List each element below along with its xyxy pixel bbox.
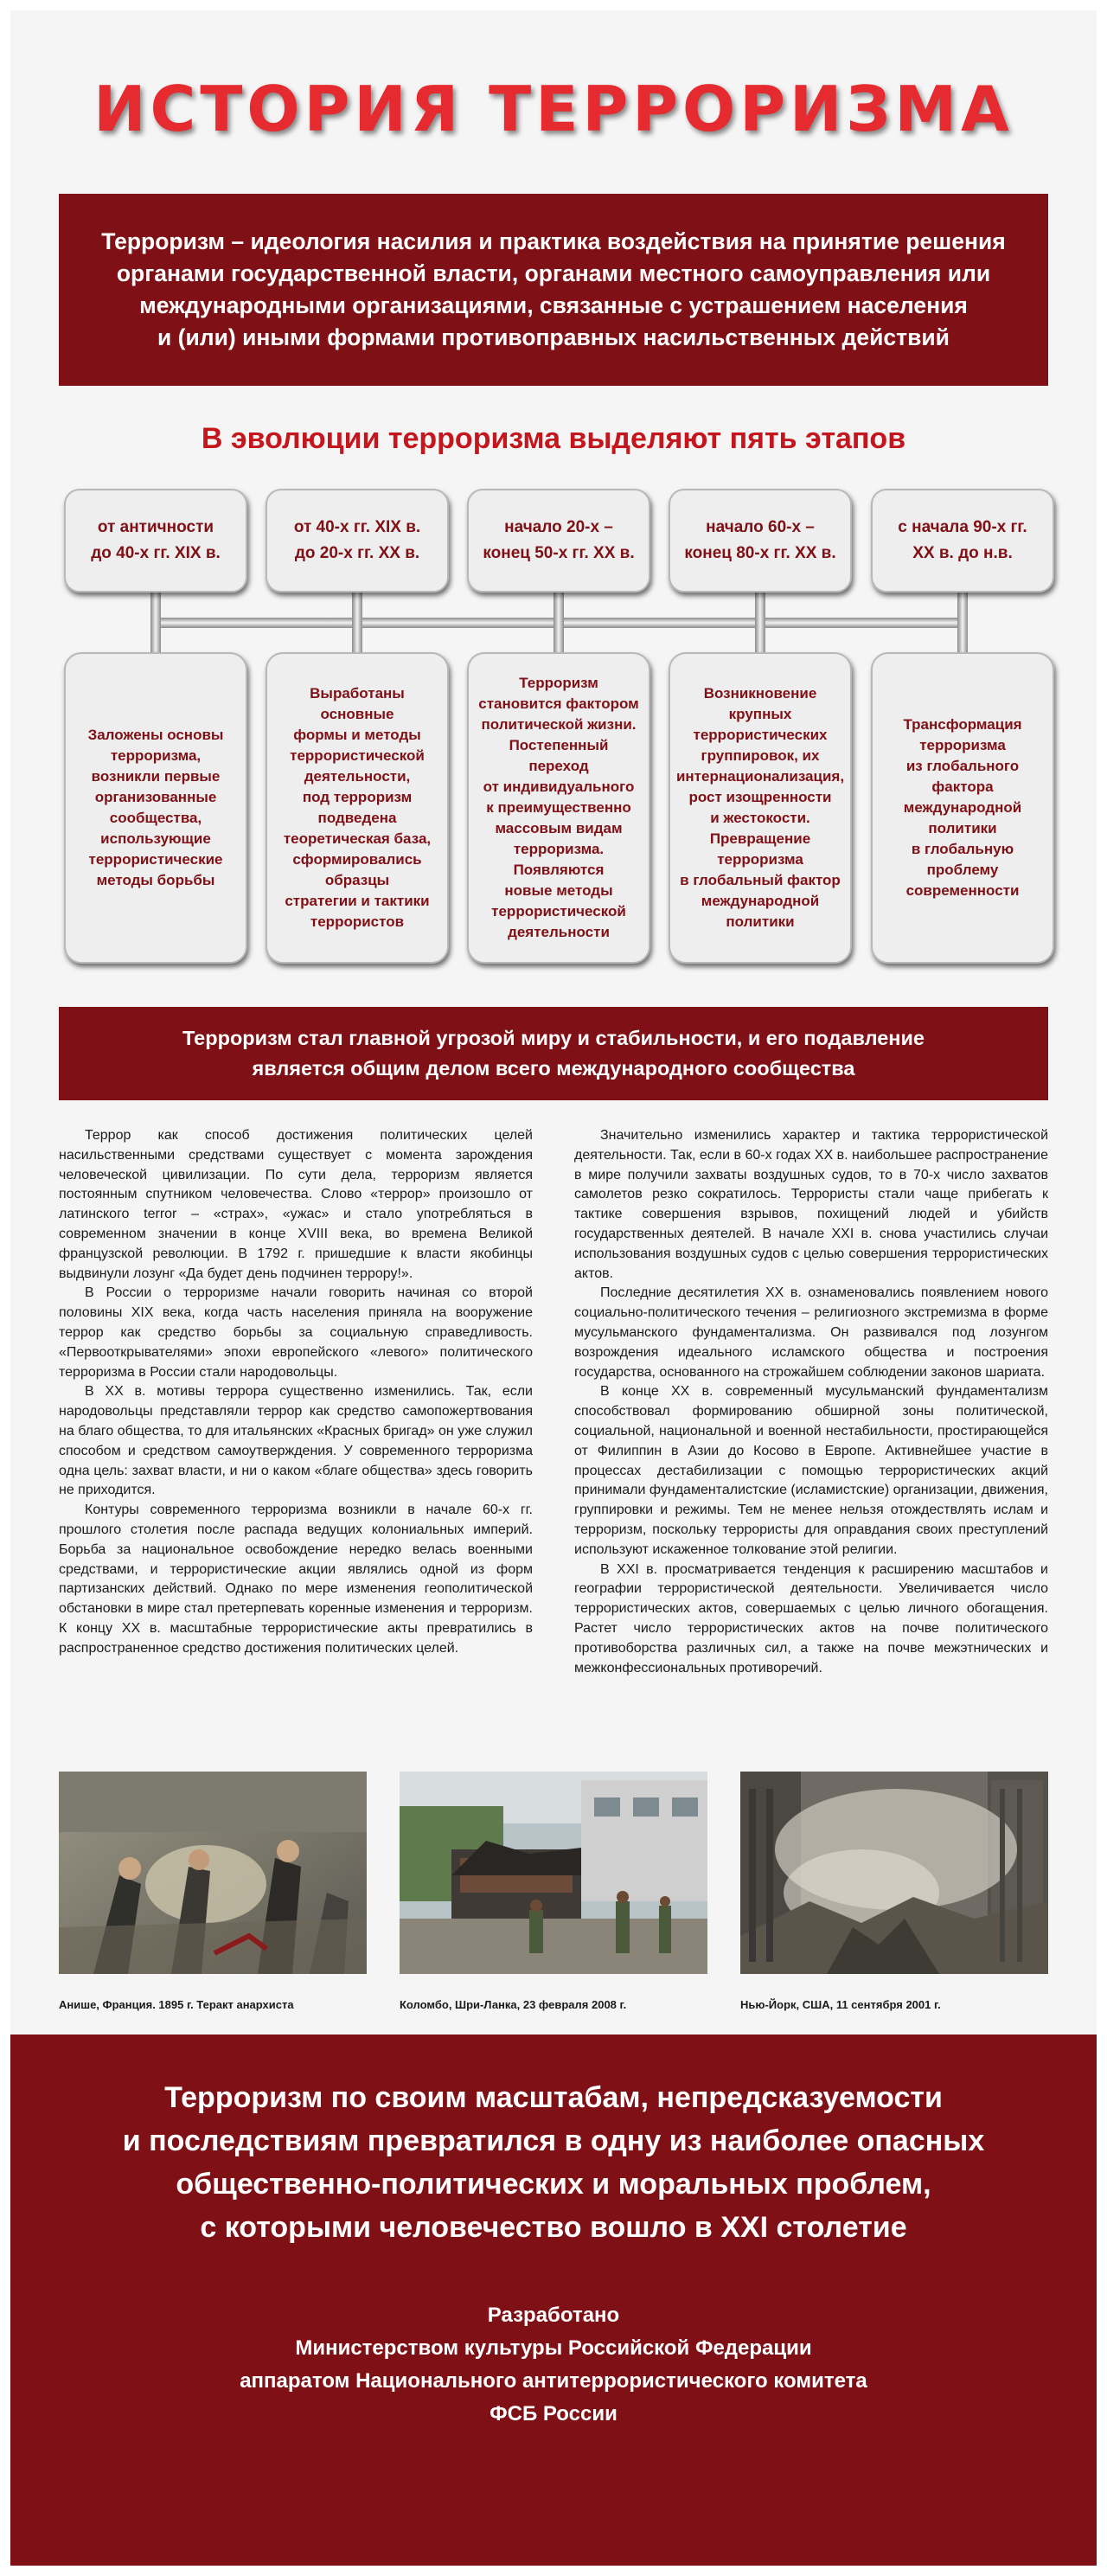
desc-line: деятельности (508, 924, 610, 940)
conclusion-line: и последствиям превратился в одну из наиболее опасных (122, 2124, 985, 2157)
period-line: начало 60-х – (706, 518, 815, 536)
article-column-left (59, 1126, 533, 1784)
article-paragraph: В конце XX в. современный мусульманский фундаментализм способствовал формированию обширной зоны политической, социальной, национальной и военной нестабильности, простирающейся от Филиппин в Азии до Косово в Европе. Активнейшее участие в процессах дестабилизации с помощью террористических акций принимали фундаменталистские (исламистские) организации, движения, группировки и режимы. Тем не менее нельзя отождествлять ислам и терроризм, поскольку террористы для оправдания своих преступлений используют искаженное толкование этой религии. (574, 1384, 1048, 1557)
desc-line: Терроризм (519, 675, 598, 691)
desc-line: из глобального (905, 758, 1020, 774)
photo-caption: Нью-Йорк, США, 11 сентября 2001 г. (740, 1998, 941, 2011)
desc-line: подведена (317, 810, 397, 826)
illustration-image (59, 1772, 367, 1974)
desc-line: группировок, их (701, 747, 820, 764)
desc-line: от индивидуального (483, 779, 635, 795)
period-line: от 40-х гг. XIX в. (293, 518, 421, 536)
connector-pipe (755, 593, 765, 652)
conclusion-line: Терроризм по своим масштабам, непредсказуемости (164, 2081, 943, 2114)
stage-description-3 (467, 652, 650, 964)
desc-line: современности (905, 882, 1020, 899)
conclusion-text (10, 2076, 1097, 2249)
article-paragraph: Последние десятилетия XX в. ознаменовались появлением нового социально-политического течения – религиозного экстремизма в форме мусульманского фундаментализма. Он развивался под лозунгом возрождения идеального исламского общества и построения государства, основанного на строжайшем соблюдении законов шариата. (574, 1285, 1048, 1380)
definition-line: международными организациями, связанные с устрашением населения (139, 292, 968, 318)
stage-description-4 (669, 652, 852, 964)
article-paragraph: В XXI в. просматривается тенденция к расширению масштабов и географии террористической деятельности. Увеличивается число террористических актов, совершаемых с целью личного обогащения. Растет число террористических актов на почве политического противоборства различных сил, а также на почве межэтнических и межконфессиональных противоречий. (574, 1561, 1048, 1676)
threat-line: является общим делом всего международного сообщества (252, 1057, 855, 1080)
conclusion-line: общественно-политических и моральных проблем, (176, 2168, 931, 2201)
desc-line: в глобальную (911, 841, 1014, 857)
desc-line: политики (928, 820, 997, 836)
desc-line: политической жизни. (481, 716, 637, 733)
page-title: ИСТОРИЯ ТЕРРОРИЗМА (93, 73, 1014, 145)
period-line: до 40-х гг. XIX в. (91, 544, 221, 562)
desc-line: использующие (100, 830, 211, 847)
desc-line: терроризма (919, 737, 1006, 753)
photo-caption: Коломбо, Шри-Ланка, 23 февраля 2008 г. (400, 1998, 627, 2011)
credits-line: Разработано (487, 2304, 620, 2327)
desc-line: и жестокости. (710, 810, 810, 826)
desc-line: терроризма (717, 851, 803, 868)
photo-caption: Анише, Франция. 1895 г. Теракт анархиста (59, 1998, 294, 2011)
stage-period-2 (266, 489, 449, 593)
desc-line: Появляются (513, 862, 605, 878)
stage-description-5 (871, 652, 1054, 964)
period-line: XX в. до н.в. (912, 544, 1013, 562)
desc-line: сообщества, (109, 810, 202, 826)
photo-colombo-2008 (400, 1772, 707, 1974)
stage-period-1 (64, 489, 247, 593)
desc-line: Постепенный переход (509, 737, 609, 774)
desc-line: массовым видам (495, 820, 623, 836)
period-line: конец 80-х гг. XX в. (684, 544, 836, 562)
desc-line: террористические (88, 851, 223, 868)
period-line: до 20-х гг. XX в. (294, 544, 420, 562)
threat-line: Терроризм стал главной угрозой миру и стабильности, и его подавление (182, 1027, 925, 1049)
photo-new-york-2001 (740, 1772, 1048, 1974)
connector-pipe (957, 593, 968, 652)
desc-line: террористических (693, 727, 828, 743)
desc-line: теоретическая база, (283, 830, 432, 847)
desc-line: международной (903, 799, 1022, 816)
desc-line: Выработаны (310, 685, 405, 702)
credits (10, 2299, 1097, 2431)
desc-line: Возникновение (703, 685, 817, 702)
desc-line: новые методы (504, 882, 613, 899)
desc-line: террористической (290, 747, 425, 764)
credits-line: Министерством культуры Российской Федерации (295, 2336, 812, 2360)
stage-period-3 (467, 489, 650, 593)
desc-line: организованные (94, 789, 217, 805)
desc-line: становится фактором (478, 695, 639, 712)
article-column-right (574, 1126, 1048, 1784)
article-paragraph: Террор как способ достижения политических целей насильственными средствами существует с момента зарождения человеческой цивилизации. По сути дела, терроризм является постоянным спутником человечества. Слово «террор» произошло от латинского terror – «страх», «ужас» и стало употребляться в современном значении в конце XVIII века, во времена Великой французской революции. В 1792 г. пришедшие к власти якобинцы выдвинули лозунг «Да будет день подчинен террору!». (59, 1128, 533, 1281)
photo-image (400, 1772, 707, 1974)
desc-line: в глобальный фактор (680, 872, 841, 888)
desc-line: основные (320, 706, 394, 722)
desc-line: методы борьбы (96, 872, 215, 888)
period-line: с начала 90-х гг. (898, 518, 1027, 536)
desc-line: проблему (926, 862, 999, 878)
desc-line: рост изощренности (688, 789, 832, 805)
period-line: начало 20-х – (504, 518, 613, 536)
photo-anarchist-attack-1895 (59, 1772, 367, 1974)
desc-line: Заложены основы (87, 727, 224, 743)
desc-line: образцы (324, 872, 390, 888)
threat-statement (59, 1007, 1048, 1100)
desc-line: террористической (491, 903, 626, 920)
desc-line: терроризма. (513, 841, 605, 857)
connector-pipe (352, 593, 362, 652)
desc-line: под терроризм (302, 789, 413, 805)
desc-line: международной (701, 893, 820, 909)
connector-pipe (554, 593, 564, 652)
desc-line: деятельности, (304, 768, 411, 785)
definition-box (59, 194, 1048, 386)
desc-line: сформировались (292, 851, 422, 868)
desc-line: стратегии и тактики (285, 893, 430, 909)
period-line: от античности (97, 518, 214, 536)
desc-line: интернационализация, (675, 768, 845, 785)
definition-line: Терроризм – идеология насилия и практика воздействия на принятие решения (101, 228, 1006, 254)
desc-line: политики (726, 913, 795, 930)
period-line: конец 50-х гг. XX в. (483, 544, 635, 562)
definition-line: органами государственной власти, органами местного самоуправления или (116, 260, 991, 286)
stage-period-4 (669, 489, 852, 593)
connector-pipe (150, 593, 161, 652)
poster (10, 10, 1097, 2566)
desc-line: терроризма, (110, 747, 202, 764)
desc-line: формы и методы (293, 727, 421, 743)
definition-line: и (или) иными формами противоправных насильственных действий (157, 324, 950, 350)
article-paragraph: Значительно изменились характер и тактика террористической деятельности. Так, если в 60-х годах XX в. наибольшее распространение в мире получили захваты воздушных судов, то в 70-х число захватов самолетов резко сократилось. Террористы стали чаще прибегать к тактике совершения взрывов, похищений людей и убийств государственных деятелей. В начале XXI в. снова участились случаи использования воздушных судов с целью совершения террористических актов. (574, 1128, 1048, 1281)
stage-description-2 (266, 652, 449, 964)
article-paragraph: В России о терроризме начали говорить начиная со второй половины XIX века, когда часть населения приняла на вооружение террор как средство борьбы за социальную справедливость. «Первооткрывателями» эпохи европейского «левого» политического терроризма в России стали народовольцы. (59, 1285, 533, 1380)
article-paragraph: Контуры современного терроризма возникли в начале 60-х гг. прошлого столетия после распада ведущих колониальных империй. Борьба за национальное освобождение нередко велась военными средствами, и террористические акции являлись одной из форм партизанских действий. Однако по мере изменения геополитической обстановки в мире стал претерпевать коренные изменения и терроризм. К концу XX в. масштабные террористические акты превратились в распространенное средство достижения политических целей. (59, 1503, 533, 1656)
desc-line: Трансформация (903, 716, 1022, 733)
desc-line: Превращение (709, 830, 811, 847)
conclusion-line: с которыми человечество вошло в XXI столетие (200, 2211, 907, 2244)
desc-line: к преимущественно (486, 799, 631, 816)
stage-period-5 (871, 489, 1054, 593)
conclusion-panel (10, 2035, 1097, 2566)
desc-line: крупных (728, 706, 792, 722)
article-paragraph: В XX в. мотивы террора существенно изменились. Так, если народовольцы представляли террор как средство самопожертвования на благо общества, то для итальянских «Красных бригад» он уже служил способом и средством самоутверждения. У современного терроризма одна цель: захват власти, и ни о каком «благе общества» здесь говорить не приходится. (59, 1384, 533, 1498)
desc-line: возникли первые (91, 768, 221, 785)
photo-image (740, 1772, 1048, 1974)
desc-line: террористов (310, 913, 405, 930)
stages-title: В эволюции терроризма выделяют пять этапов (201, 422, 906, 455)
desc-line: фактора (931, 779, 994, 795)
stage-description-1 (64, 652, 247, 964)
credits-line: ФСБ России (490, 2402, 617, 2425)
credits-line: аппаратом Национального антитеррористического комитета (240, 2369, 867, 2393)
